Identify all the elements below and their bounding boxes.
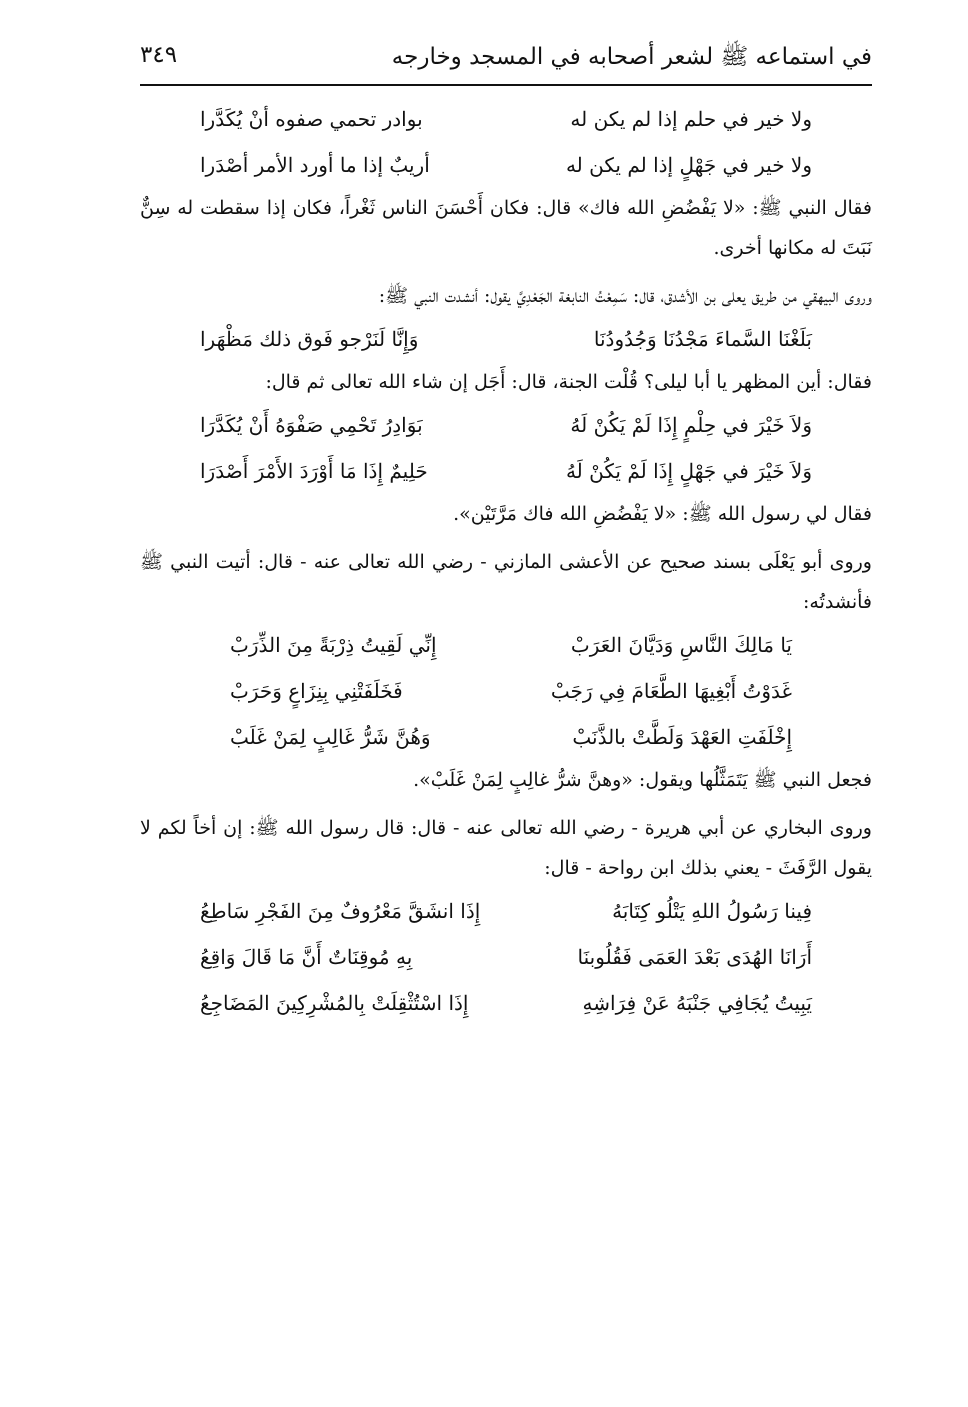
verse-second-hemistich: بوادر تحمي صفوه أنْ يُكَدَّرا (200, 107, 423, 131)
verse-line (140, 96, 872, 142)
verse-first-hemistich: يَا مَالِكَ النَّاسِ وَدَيَّانَ العَرَبْ (570, 633, 792, 657)
prose-paragraph: وروى البيهقي من طريق يعلى بن الأشدق، قال: سَمِعْتُ النابغة الجَعْدِيَّ يقول: أنشدت النبي ﷺ: (378, 285, 872, 307)
prose-paragraph: وروى أبو يَعْلَى بسند صحيح عن الأعشى المازني - رضي الله تعالى عنه - قال: أتيت النبي ﷺ فأنشدتُه: (140, 551, 872, 613)
verse-first-hemistich: غَدَوْتُ أَبْغِيهَا الطَّعَامَ فِي رَجَبْ (550, 679, 792, 703)
verse-first-hemistich: أَرَانَا الهُدَى بَعْدَ العَمَى فَقُلُوبنَا (577, 945, 812, 969)
verse-second-hemistich: إِذَا انشَقَّ مَعْرُوفٌ مِنَ الفَجْرِ سَاطِعُ (200, 899, 481, 923)
running-header (140, 42, 872, 82)
verse-first-hemistich: ولا خير في جَهْلٍ إذا لم يكن له (565, 153, 812, 177)
verse-line (140, 142, 872, 188)
verse-first-hemistich: يَبِيتُ يُجَافِي جَنْبَهُ عَنْ فِرَاشِهِ (582, 991, 812, 1015)
verse-line (140, 316, 872, 362)
header-rule (140, 84, 872, 86)
verse-second-hemistich: فَخَلَفَتْنِي بِنِزَاعٍ وَحَرَبْ (230, 679, 403, 703)
verse-line (140, 888, 872, 934)
prose-paragraph: وروى البخاري عن أبي هريرة - رضي الله تعالى عنه - قال: قال رسول الله ﷺ: إن أخاً لكم لا يقول الرَّفَثَ - يعني بذلك ابن رواحة - قال: (140, 817, 872, 879)
verse-second-hemistich: أريبٌ إذا ما أورد الأمر أصْدَرا (200, 153, 430, 177)
prose-paragraph: فقال: أين المظهر يا أبا ليلى؟ قُلْت الجنة، قال: أَجَل إن شاء الله تعالى ثم قال: (265, 371, 872, 393)
verse-second-hemistich: وَهُنَّ شَرُّ غَالِبٍ لِمَنْ غَلَبْ (230, 725, 431, 749)
verse-first-hemistich: وَلاَ خَيْرَ في جَهْلٍ إِذَا لَمْ يَكُنْ لَهُ (565, 459, 812, 483)
verse-second-hemistich: حَلِيمٌ إِذَا مَا أَوْرَدَ الأَمْرَ أَصْدَرَا (200, 459, 428, 483)
verse-first-hemistich: فِينا رَسُولُ اللهِ يَتْلُو كِتَابَهُ (612, 899, 812, 923)
verse-first-hemistich: وَلاَ خَيْرَ في حِلْمٍ إِذَا لَمْ يَكُنْ لَهُ (570, 413, 812, 437)
page-number: ٣٤٩ (140, 42, 178, 68)
verse-line (140, 402, 872, 448)
verse-line (140, 448, 872, 494)
verse-line (140, 934, 872, 980)
verse-second-hemistich: وَإِنَّا لَنَرْجو فَوق ذلك مَظْهَرا (200, 327, 419, 351)
prose-paragraph: فجعل النبي ﷺ يَتَمَثَّلُها ويقول: «وهنَّ شرُّ غالِبٍ لِمَنْ غَلَبْ». (413, 769, 872, 791)
verse-line (140, 622, 872, 668)
verse-second-hemistich: بَوَادِرُ تَحْمِي صَفْوَهُ أَنْ يُكَدَّرَا (200, 413, 423, 437)
body-text (140, 96, 872, 1026)
verse-first-hemistich: إِخْلَفَتِ العَهْدَ وَلَطَّتْ بالذَّنَبْ (572, 725, 792, 749)
verse-line (140, 714, 872, 760)
verse-second-hemistich: إِنِّي لَقِيتُ ذِرْبَةً مِنَ الذِّرَبْ (230, 633, 437, 657)
verse-line (140, 668, 872, 714)
verse-line (140, 980, 872, 1026)
prose-paragraph: فقال النبي ﷺ: «لا يَفْضُضِ الله فاك» قال: فكان أَحْسَنَ الناس ثَغْراً، فكان إذا سقطت له سِنٌّ نَبَتَ له مكانها أخرى. (140, 197, 872, 259)
verse-first-hemistich: ولا خير في حلم إذا لم يكن له (570, 107, 812, 131)
prose-paragraph: فقال لي رسول الله ﷺ: «لا يَفْضُضِ الله فاك مَرَّتَيْن». (453, 503, 872, 525)
verse-first-hemistich: بَلَغْنَا السَّماءَ مَجْدُنَا وَجُدُودُنَا (593, 327, 812, 351)
verse-second-hemistich: بِهِ مُوقِنَاتٌ أَنَّ مَا قَالَ وَاقِعُ (200, 945, 413, 969)
running-header-title: في استماعه ﷺ لشعر أصحابه في المسجد وخارجه (391, 44, 872, 70)
verse-second-hemistich: إِذَا اسْتُثْقِلَتْ بِالمُشْرِكِينَ المَضَاجِعُ (200, 991, 469, 1015)
